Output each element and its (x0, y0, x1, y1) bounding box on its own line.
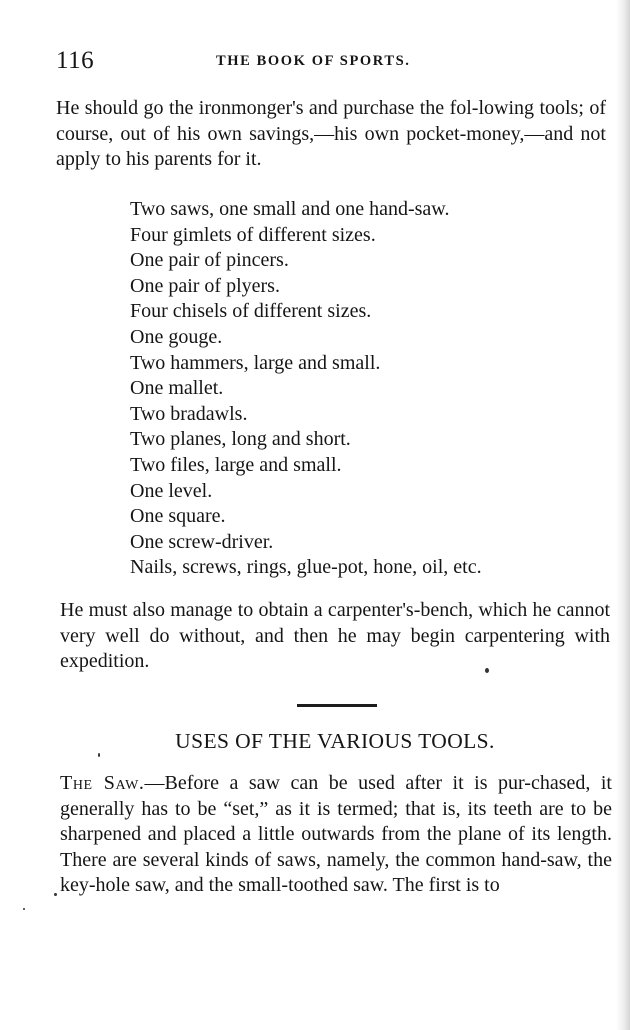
scan-speck (485, 668, 489, 673)
tools-list-item: Two bradawls. (130, 402, 248, 425)
tools-list-item: Two planes, long and short. (130, 428, 351, 451)
scan-speck (23, 908, 25, 910)
tools-list-item: Two hammers, large and small. (130, 351, 381, 374)
tools-list-item: One level. (130, 479, 213, 502)
page-header (56, 47, 612, 77)
scan-speck (98, 753, 100, 757)
tools-list-item: One screw-driver. (130, 530, 274, 553)
tools-list-item: One square. (130, 505, 226, 528)
tools-list-item: One pair of plyers. (130, 274, 280, 297)
paragraph-the-saw (60, 771, 612, 899)
tools-list-item: Four chisels of different sizes. (130, 300, 372, 323)
scan-speck (54, 893, 57, 896)
page-edge-shadow (616, 0, 630, 1030)
section-heading: USES OF THE VARIOUS TOOLS. (175, 729, 495, 753)
paragraph-tools-intro: He should go the ironmonger's and purchase the fol-lowing tools; of course, out of his own savings,—his own pocket-money,—and not apply to his parents for it. (56, 97, 606, 170)
tools-list-item: Nails, screws, rings, glue-pot, hone, oil, etc. (130, 556, 482, 579)
tools-list (130, 197, 482, 581)
tools-list-item: One pair of pincers. (130, 249, 289, 272)
tools-list-item: Four gimlets of different sizes. (130, 223, 376, 246)
tools-list-item: Two files, large and small. (130, 453, 342, 476)
tools-list-item: Two saws, one small and one hand-saw. (130, 198, 450, 220)
section-divider (297, 704, 377, 707)
paragraph-the-saw-text: —Before a saw can be used after it is pur-chased, it generally has to be “set,” as it is termed; that is, its teeth are to be sharpened and placed a little outwards from the plane of its length. There are several kinds of saws, namely, the common hand-saw, the key-hole saw, and the small-toothed saw. The first is to (60, 772, 612, 896)
tools-list-item: One gouge. (130, 325, 223, 348)
paragraph-carpenters-bench: He must also manage to obtain a carpenter's-bench, which he cannot very well do without, and then he may begin carpentering with expedition. (60, 599, 610, 672)
running-title: THE BOOK OF SPORTS. (216, 53, 411, 69)
tools-list-item: One mallet. (130, 377, 224, 400)
page-number: 116 (56, 47, 95, 74)
paragraph-lead-in: The Saw. (60, 772, 145, 794)
